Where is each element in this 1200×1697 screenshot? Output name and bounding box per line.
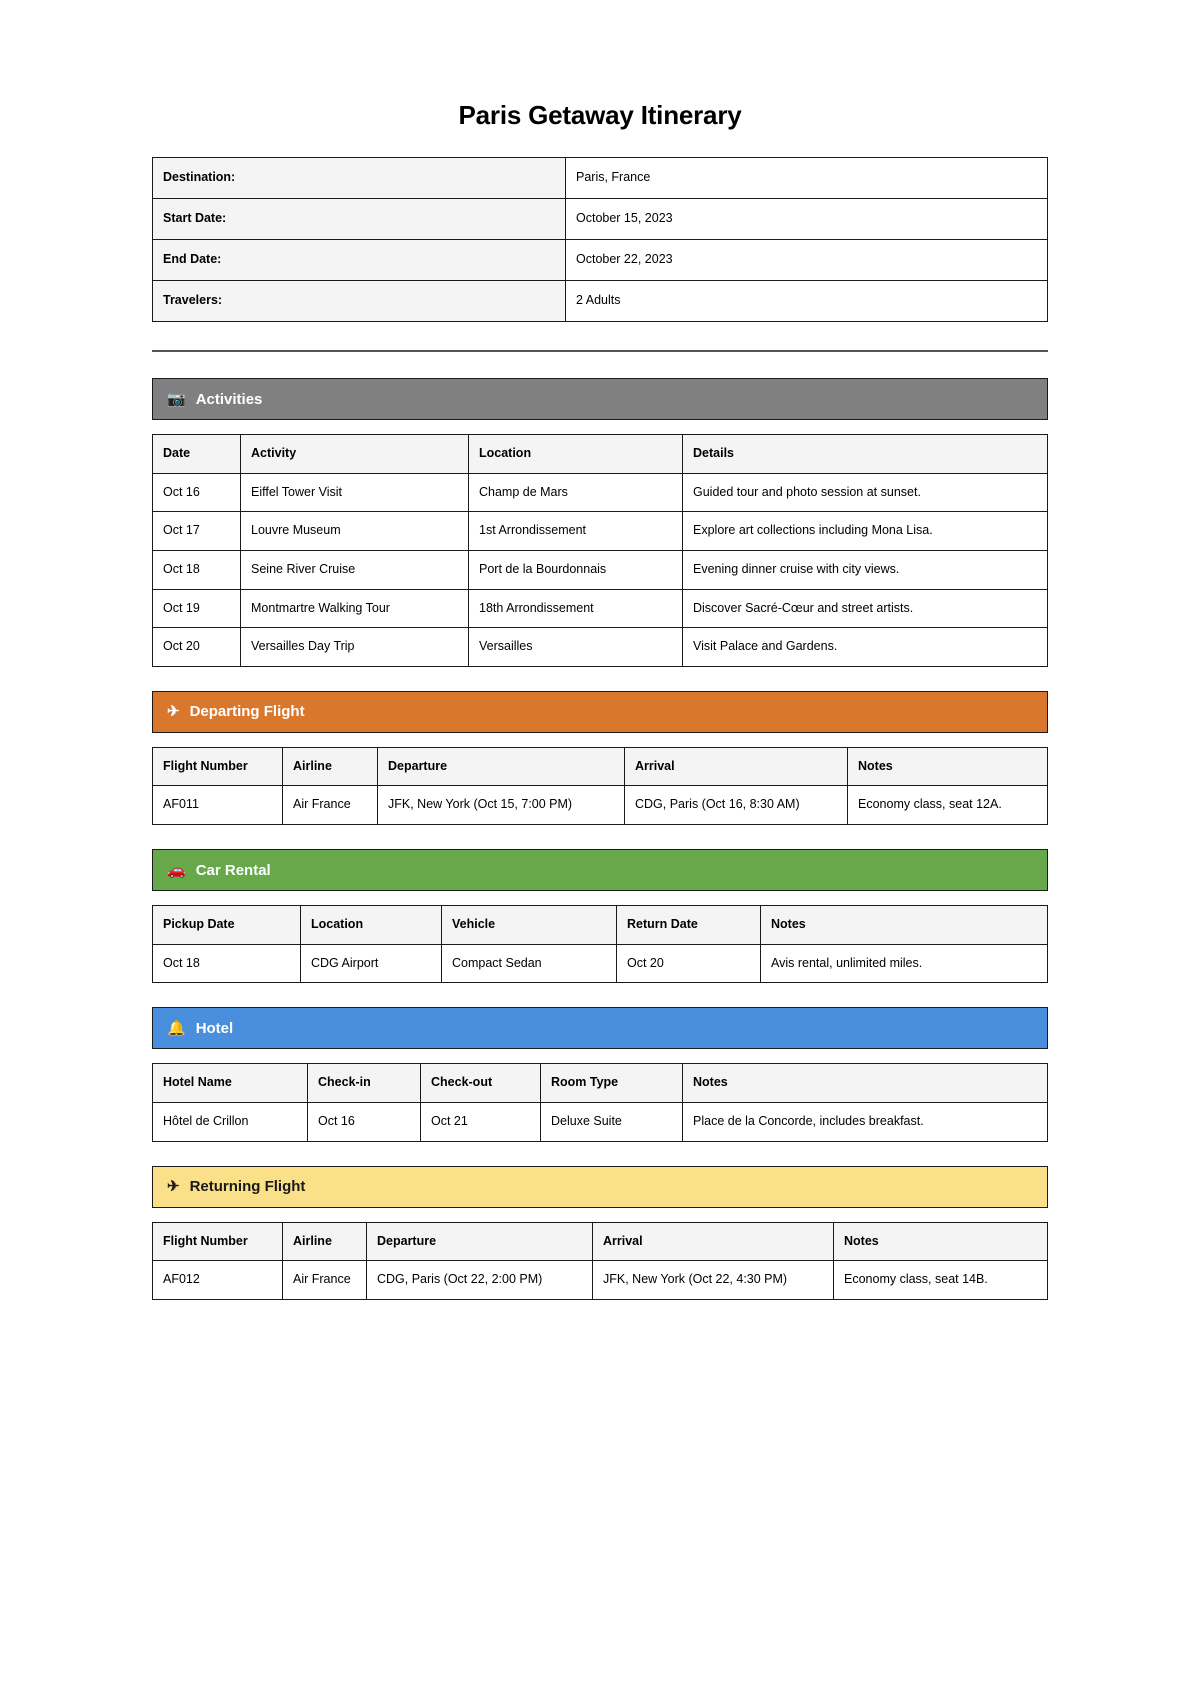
table-row bbox=[153, 240, 1048, 281]
table-row bbox=[153, 512, 1048, 551]
cell-vehicle: Compact Sedan bbox=[442, 944, 617, 983]
table-row bbox=[153, 281, 1048, 322]
cell-location: Champ de Mars bbox=[469, 473, 683, 512]
cell-activity: Versailles Day Trip bbox=[241, 628, 469, 667]
cell-location: 18th Arrondissement bbox=[469, 589, 683, 628]
table-row bbox=[153, 786, 1048, 825]
cell-arrival: CDG, Paris (Oct 16, 8:30 AM) bbox=[625, 786, 848, 825]
car-rental-table-wrap bbox=[152, 905, 1048, 983]
cell-details: Visit Palace and Gardens. bbox=[683, 628, 1048, 667]
cell-date: Oct 20 bbox=[153, 628, 241, 667]
table-row bbox=[153, 944, 1048, 983]
car-rental-table bbox=[152, 905, 1048, 983]
summary-value-end-date: October 22, 2023 bbox=[566, 240, 1048, 281]
cell-activity: Montmartre Walking Tour bbox=[241, 589, 469, 628]
section-divider bbox=[152, 350, 1048, 352]
document-content bbox=[152, 0, 1048, 1300]
column-header-airline: Airline bbox=[283, 1222, 367, 1261]
section-hotel bbox=[152, 1007, 1048, 1141]
table-row bbox=[153, 473, 1048, 512]
column-header-arrival: Arrival bbox=[625, 747, 848, 786]
table-row bbox=[153, 550, 1048, 589]
airplane-icon: ✈ bbox=[167, 1178, 180, 1195]
cell-location: 1st Arrondissement bbox=[469, 512, 683, 551]
returning-flight-table-wrap bbox=[152, 1222, 1048, 1300]
trip-summary-table bbox=[152, 157, 1048, 322]
cell-check-out: Oct 21 bbox=[421, 1102, 541, 1141]
section-title-activities: Activities bbox=[195, 390, 263, 408]
cell-hotel-name: Hôtel de Crillon bbox=[153, 1102, 308, 1141]
cell-date: Oct 19 bbox=[153, 589, 241, 628]
cell-activity: Eiffel Tower Visit bbox=[241, 473, 469, 512]
hotel-table bbox=[152, 1063, 1048, 1141]
cell-airline: Air France bbox=[283, 786, 378, 825]
table-row bbox=[153, 1261, 1048, 1300]
column-header-arrival: Arrival bbox=[593, 1222, 834, 1261]
table-header-row bbox=[153, 906, 1048, 945]
column-header-pickup-date: Pickup Date bbox=[153, 906, 301, 945]
cell-departure: CDG, Paris (Oct 22, 2:00 PM) bbox=[367, 1261, 593, 1300]
section-title-hotel: Hotel bbox=[195, 1019, 234, 1037]
table-row bbox=[153, 589, 1048, 628]
column-header-room-type: Room Type bbox=[541, 1064, 683, 1103]
column-header-activity: Activity bbox=[241, 435, 469, 474]
table-row bbox=[153, 628, 1048, 667]
bell-icon: 🔔 bbox=[167, 1019, 186, 1037]
column-header-vehicle: Vehicle bbox=[442, 906, 617, 945]
summary-value-start-date: October 15, 2023 bbox=[566, 199, 1048, 240]
cell-details: Discover Sacré-Cœur and street artists. bbox=[683, 589, 1048, 628]
section-header-activities bbox=[152, 378, 1048, 420]
column-header-date: Date bbox=[153, 435, 241, 474]
section-title-departing-flight: Departing Flight bbox=[189, 703, 305, 721]
cell-airline: Air France bbox=[283, 1261, 367, 1300]
table-header-row bbox=[153, 1064, 1048, 1103]
cell-details: Evening dinner cruise with city views. bbox=[683, 550, 1048, 589]
cell-date: Oct 16 bbox=[153, 473, 241, 512]
column-header-flight-number: Flight Number bbox=[153, 1222, 283, 1261]
section-title-returning-flight: Returning Flight bbox=[189, 1178, 306, 1195]
summary-label-start-date: Start Date: bbox=[153, 199, 566, 240]
column-header-notes: Notes bbox=[761, 906, 1048, 945]
table-header-row bbox=[153, 1222, 1048, 1261]
column-header-departure: Departure bbox=[378, 747, 625, 786]
summary-label-destination: Destination: bbox=[153, 158, 566, 199]
column-header-flight-number: Flight Number bbox=[153, 747, 283, 786]
section-header-car-rental bbox=[152, 849, 1048, 891]
cell-flight-number: AF011 bbox=[153, 786, 283, 825]
column-header-notes: Notes bbox=[834, 1222, 1048, 1261]
section-returning-flight bbox=[152, 1166, 1048, 1300]
departing-flight-table-wrap bbox=[152, 747, 1048, 825]
column-header-check-in: Check-in bbox=[308, 1064, 421, 1103]
car-icon: 🚗 bbox=[167, 861, 186, 879]
column-header-notes: Notes bbox=[683, 1064, 1048, 1103]
cell-location: CDG Airport bbox=[301, 944, 442, 983]
table-row bbox=[153, 1102, 1048, 1141]
table-row bbox=[153, 199, 1048, 240]
cell-details: Explore art collections including Mona Lisa. bbox=[683, 512, 1048, 551]
activities-table bbox=[152, 434, 1048, 667]
column-header-departure: Departure bbox=[367, 1222, 593, 1261]
column-header-check-out: Check-out bbox=[421, 1064, 541, 1103]
column-header-airline: Airline bbox=[283, 747, 378, 786]
cell-date: Oct 18 bbox=[153, 550, 241, 589]
returning-flight-table bbox=[152, 1222, 1048, 1300]
section-header-returning-flight bbox=[152, 1166, 1048, 1208]
column-header-location: Location bbox=[469, 435, 683, 474]
section-title-car-rental: Car Rental bbox=[195, 861, 271, 879]
table-row bbox=[153, 158, 1048, 199]
cell-activity: Seine River Cruise bbox=[241, 550, 469, 589]
departing-flight-table bbox=[152, 747, 1048, 825]
section-header-departing-flight bbox=[152, 691, 1048, 733]
airplane-icon: ✈ bbox=[167, 703, 180, 721]
cell-departure: JFK, New York (Oct 15, 7:00 PM) bbox=[378, 786, 625, 825]
hotel-table-wrap bbox=[152, 1063, 1048, 1141]
cell-notes: Economy class, seat 14B. bbox=[834, 1261, 1048, 1300]
column-header-location: Location bbox=[301, 906, 442, 945]
column-header-notes: Notes bbox=[848, 747, 1048, 786]
page-title: Paris Getaway Itinerary bbox=[458, 100, 742, 130]
summary-label-end-date: End Date: bbox=[153, 240, 566, 281]
camera-icon: 📷 bbox=[167, 390, 186, 408]
cell-return-date: Oct 20 bbox=[617, 944, 761, 983]
column-header-details: Details bbox=[683, 435, 1048, 474]
cell-flight-number: AF012 bbox=[153, 1261, 283, 1300]
cell-notes: Place de la Concorde, includes breakfast. bbox=[683, 1102, 1048, 1141]
cell-notes: Avis rental, unlimited miles. bbox=[761, 944, 1048, 983]
section-car-rental bbox=[152, 849, 1048, 983]
section-header-hotel bbox=[152, 1007, 1048, 1049]
column-header-return-date: Return Date bbox=[617, 906, 761, 945]
summary-value-travelers: 2 Adults bbox=[566, 281, 1048, 322]
summary-label-travelers: Travelers: bbox=[153, 281, 566, 322]
column-header-hotel-name: Hotel Name bbox=[153, 1064, 308, 1103]
cell-arrival: JFK, New York (Oct 22, 4:30 PM) bbox=[593, 1261, 834, 1300]
cell-date: Oct 17 bbox=[153, 512, 241, 551]
activities-table-wrap bbox=[152, 434, 1048, 667]
cell-details: Guided tour and photo session at sunset. bbox=[683, 473, 1048, 512]
table-header-row bbox=[153, 435, 1048, 474]
section-activities bbox=[152, 378, 1048, 667]
cell-pickup-date: Oct 18 bbox=[153, 944, 301, 983]
table-header-row bbox=[153, 747, 1048, 786]
section-departing-flight bbox=[152, 691, 1048, 825]
cell-location: Port de la Bourdonnais bbox=[469, 550, 683, 589]
summary-value-destination: Paris, France bbox=[566, 158, 1048, 199]
cell-check-in: Oct 16 bbox=[308, 1102, 421, 1141]
cell-activity: Louvre Museum bbox=[241, 512, 469, 551]
cell-room-type: Deluxe Suite bbox=[541, 1102, 683, 1141]
cell-notes: Economy class, seat 12A. bbox=[848, 786, 1048, 825]
cell-location: Versailles bbox=[469, 628, 683, 667]
